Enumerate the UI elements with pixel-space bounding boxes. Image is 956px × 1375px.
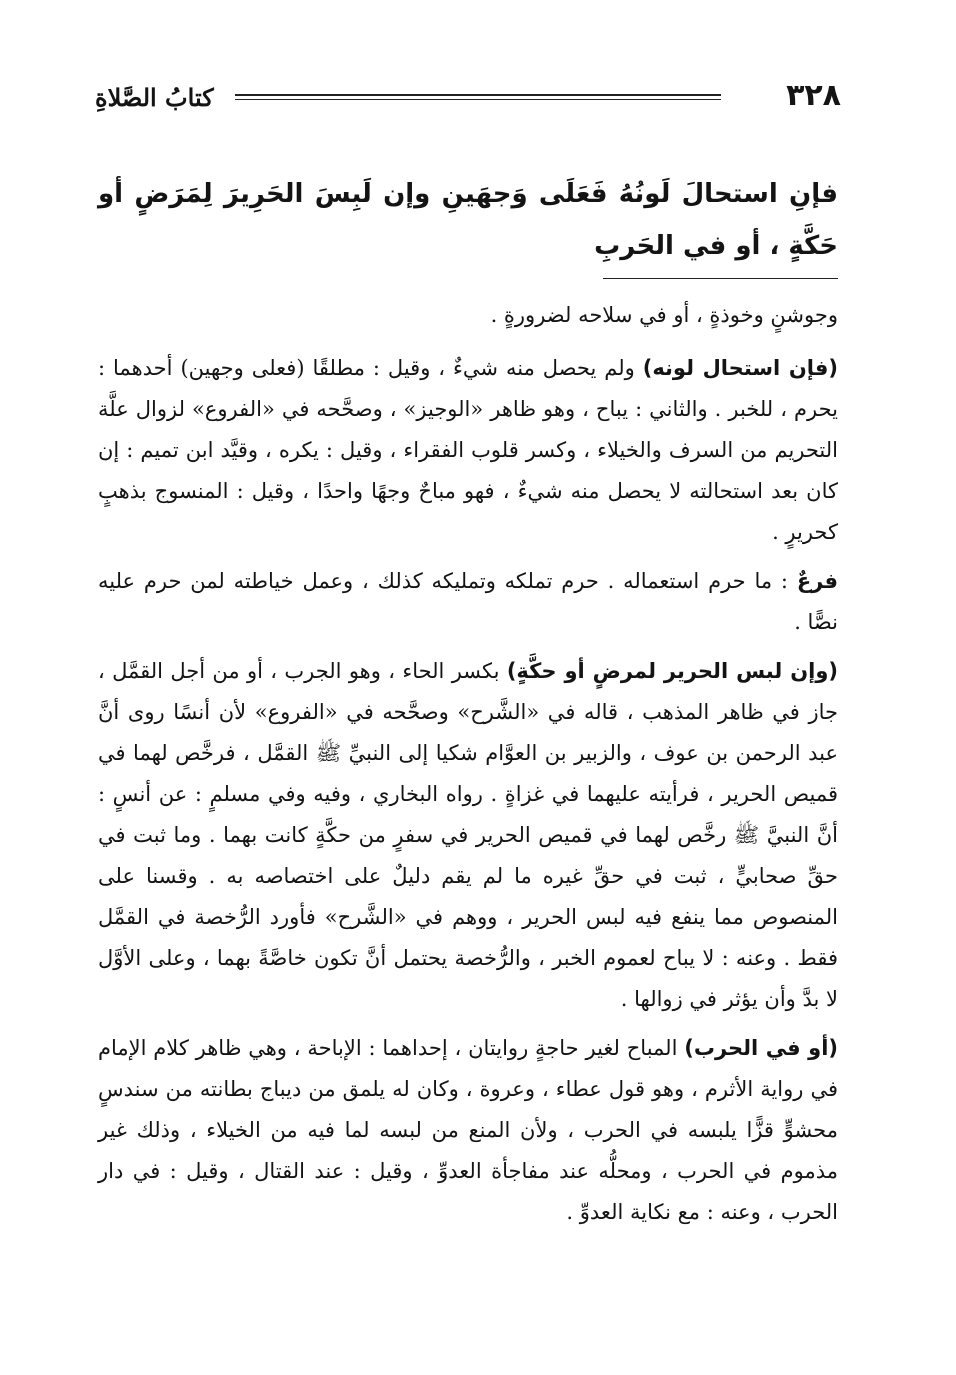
paragraph-lead: (أو في الحرب) [684, 1036, 838, 1060]
matn-text: فإنِ استحالَ لَونُهُ فَعَلَى وَجهَينِ وإن لَبِسَ الحَرِيرَ لِمَرَضٍ أو حَكَّةٍ ، أو في الحَربِ [98, 179, 838, 261]
paragraph [98, 561, 838, 643]
paragraph-text: بكسر الحاء ، وهو الجرب ، أو من أجل القمَّل ، جاز في ظاهر المذهب ، قاله في «الشَّرح» وصحَّحه في «الفروع» لأن أنسًا روى أنَّ عبد الرحمن بن عوف ، والزبير بن العوَّام شكيا إلى النبيِّ ﷺ القمَّل ، فرخَّص لهما في قميص الحرير ، فرأيته عليهما في غزاةٍ . رواه البخاري ، وفيه وفي مسلمٍ : عن أنسٍ : أنَّ النبيَّ ﷺ رخَّص لهما في قميص الحرير في سفرٍ من حكَّةٍ كانت بهما . وما ثبت في حقِّ صحابيٍّ ، ثبت في حقِّ غيره ما لم يقم دليلٌ على اختصاصه به . وقسنا على المنصوص مما ينفع فيه لبس الحرير ، ووهم في «الشَّرح» فأورد الرُّخصة في القمَّل فقط . وعنه : لا يباح لعموم الخبر ، والرُّخصة يحتمل أنَّ تكون خاصَّةً بهما ، وعلى الأوَّل لا بدَّ وأن يؤثر في زوالها . [98, 659, 838, 1011]
paragraph-text: : ما حرم استعماله . حرم تملكه وتمليكه كذلك ، وعمل خياطته لمن حرم عليه نصًّا . [98, 569, 838, 634]
page-header [95, 72, 841, 128]
matn-separator [603, 278, 838, 279]
paragraph-continuation [98, 295, 838, 336]
paragraph-lead: فرعٌ [796, 569, 838, 593]
paragraph-text: وجوشنٍ وخوذةٍ ، أو في سلاحه لضرورةٍ . [490, 303, 838, 327]
paragraph-lead: (وإن لبس الحرير لمرضٍ أو حكَّةٍ) [506, 659, 838, 683]
paragraph-lead: (فإن استحال لونه) [642, 356, 838, 380]
header-rule-thin [235, 99, 721, 100]
running-title: كتابُ الصَّلاةِ [95, 83, 214, 112]
paragraph [98, 348, 838, 553]
paragraph-text: ولم يحصل منه شيءٌ ، وقيل : مطلقًا (فعلى وجهين) أحدهما : يحرم ، للخبر . والثاني : يباح ، وهو ظاهر «الوجيز» ، وصحَّحه في «الفروع» لزوال علَّة التحريم من السرف والخيلاء ، وكسر قلوب الفقراء ، وقيل : يكره ، وقيَّد ابن تميم : إن كان بعد استحالته لا يحصل منه شيءٌ ، فهو مباحٌ وجهًا واحدًا ، وقيل : المنسوج بذهبٍ كحريرٍ . [98, 356, 838, 544]
page-number: ٣٢٨ [786, 78, 841, 113]
paragraph-text: المباح لغير حاجةٍ روايتان ، إحداهما : الإباحة ، وهي ظاهر كلام الإمام في رواية الأثرم ، وهو قول عطاء ، وعروة ، وكان له يلمق من ديباج بطانته من سندسٍ محشوٍّ قزًّا يلبسه في الحرب ، ولأن المنع من لبسه لما فيه من الخيلاء ، وذلك غير مذموم في الحرب ، ومحلُّه عند مفاجأة العدوِّ ، وقيل : عند القتال ، وقيل : في دار الحرب ، وعنه : مع نكاية العدوِّ . [98, 1036, 838, 1224]
header-rule [235, 94, 721, 96]
paragraph [98, 1028, 838, 1233]
page-content [98, 168, 838, 1241]
paragraph [98, 651, 838, 1020]
